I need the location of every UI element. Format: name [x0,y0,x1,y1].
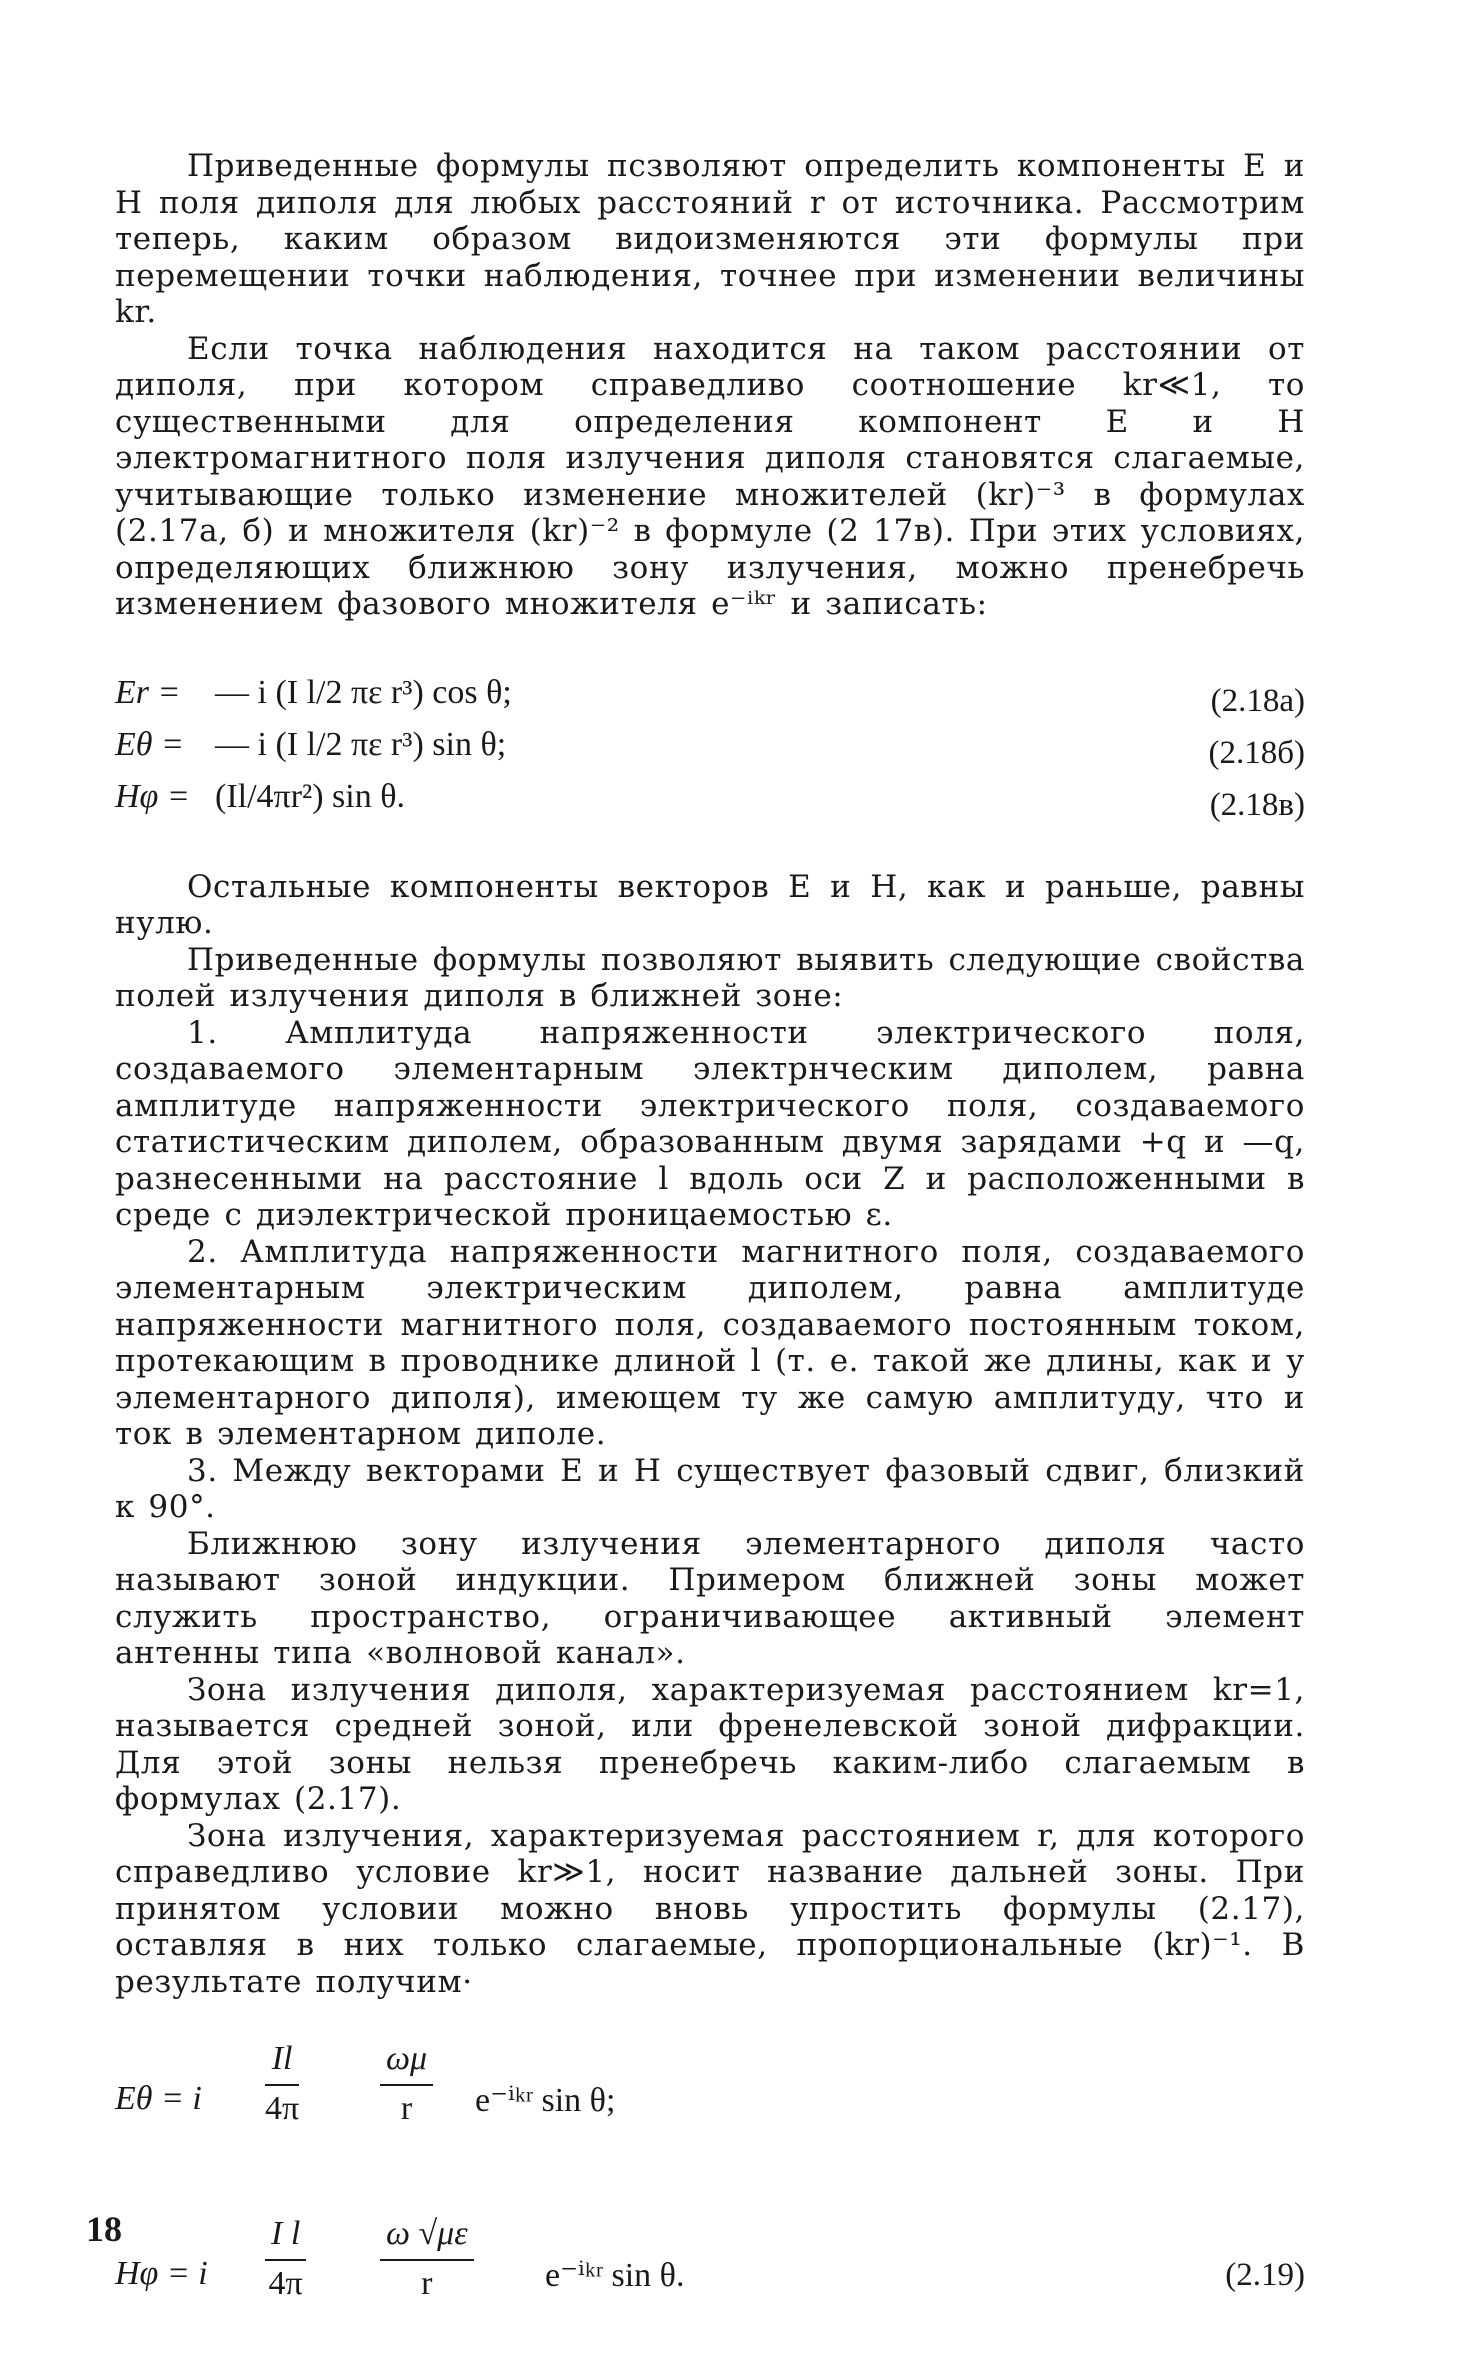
equation-number: (2.18в) [1209,786,1305,823]
equation-number: (2.18б) [1208,734,1305,771]
fraction-denominator: r [400,2090,413,2127]
paragraph-intro: Приведенные формулы псзволяют определить компоненты E и H поля диполя для любых расстояний r от источника. Рассмотрим теперь, каким образом видоизменяются эти формулы при перемещении точки наблюдения, точнее при изменении величины kr. [115,148,1305,330]
equation-number: (2.18а) [1210,682,1305,719]
fraction-denominator: r [421,2265,433,2302]
equation-tail: e⁻ⁱᵏʳ sin θ; [475,2082,616,2119]
equations-2-19 [115,2040,1305,2370]
list-item-property-3: 3. Между векторами E и H существует фазовый сдвиг, близкий к 90°. [115,1452,1305,1525]
equation-rhs: — i (I l/2 πε r³) sin θ; [215,725,507,763]
equation-number: (2.19) [1225,2257,1305,2293]
fraction [380,2040,433,2128]
paragraph-properties-intro: Приведенные формулы позволяют выявить следующие свойства полей излучения диполя в ближней зоне: [115,941,1305,1014]
paragraph-far-zone: Зона излучения, характеризуемая расстоянием r, для которого справедливо условие kr≫1, носит название дальней зоны. При принятом условии можно вновь упростить формулы (2.17), оставляя в них только слагаемые, пропорциональные (kr)⁻¹. В результате получим· [115,1817,1305,2000]
fraction-numerator: ω √με [380,2215,474,2261]
list-item-property-1: 1. Амплитуда напряженности электрического поля, создаваемого элементарным электрнческим диполем, равна амплитуде напряженности электрического поля, создаваемого статистическим диполем, образованным двумя зарядами +q и —q, разнесенными на расстояние l вдоль оси Z и расположенными в среде с диэлектрической проницаемостью ε. [115,1014,1305,1233]
paragraph-induction-zone: Ближнюю зону излучения элементарного диполя часто называют зоной индукции. Примером ближней зоны может служить пространство, ограничивающее активный элемент антенны типа «волновой канал». [115,1525,1305,1671]
fraction-denominator: 4π [268,2265,303,2302]
page-body [115,148,1305,2370]
equation-h-phi-far [115,2215,1305,2345]
equation-rhs: — i (I l/2 πε r³) cos θ; [215,673,512,711]
page-number: 18 [86,2209,122,2249]
fraction [380,2215,474,2303]
fraction-numerator: ωμ [380,2040,433,2086]
fraction [265,2040,299,2128]
paragraph-middle-zone: Зона излучения диполя, характеризуемая расстоянием kr=1, называется средней зоной, или френелевской зоной дифракции. Для этой зоны нельзя пренебречь каким-либо слагаемым в формулах (2.17). [115,1671,1305,1817]
equation-2-18b [115,719,1305,771]
fraction-denominator: 4π [265,2090,300,2127]
paragraph-near-zone-condition: Если точка наблюдения находится на таком расстоянии от диполя, при котором справедливо соотношение kr≪1, то существенными для определения компонент E и H электромагнитного поля излучения диполя становятся слагаемые, учитывающие только изменение множителей (kr)⁻³ в формулах (2.17а, б) и множителя (kr)⁻² в формуле (2 17в). При этих условиях, определяющих ближнюю зону излучения, можно пренебречь изменением фазового множителя e⁻ⁱᵏʳ и записать: [115,330,1305,622]
fraction [265,2215,306,2303]
equation-tail: e⁻ⁱᵏʳ sin θ. [545,2257,685,2294]
equation-2-18v [115,771,1305,823]
list-item-property-2: 2. Амплитуда напряженности магнитного поля, создаваемого элементарным электрическим диполем, равна амплитуде напряженности магнитного поля, создаваемого постоянным током, протекающим в проводнике длиной l (т. е. такой же длины, как и у элементарного диполя), имеющем ту же самую амплитуду, что и ток в элементарном диполе. [115,1233,1305,1452]
equation-2-18a [115,667,1305,719]
equations-2-18 [115,667,1305,823]
equation-lhs: Hφ = i [115,2255,208,2292]
equation-lhs: Eθ = i [115,2080,202,2117]
fraction-numerator: Il [265,2040,299,2086]
equation-lhs: Hφ = [115,777,190,815]
equation-rhs: (Il/4πr²) sin θ. [215,777,406,815]
paragraph-other-components: Остальные компоненты векторов E и H, как и раньше, равны нулю. [115,868,1305,941]
equation-lhs: Eθ = [115,725,184,763]
fraction-numerator: I l [265,2215,306,2261]
equation-e-theta-far [115,2040,1305,2170]
equation-lhs: Er = [115,673,181,711]
